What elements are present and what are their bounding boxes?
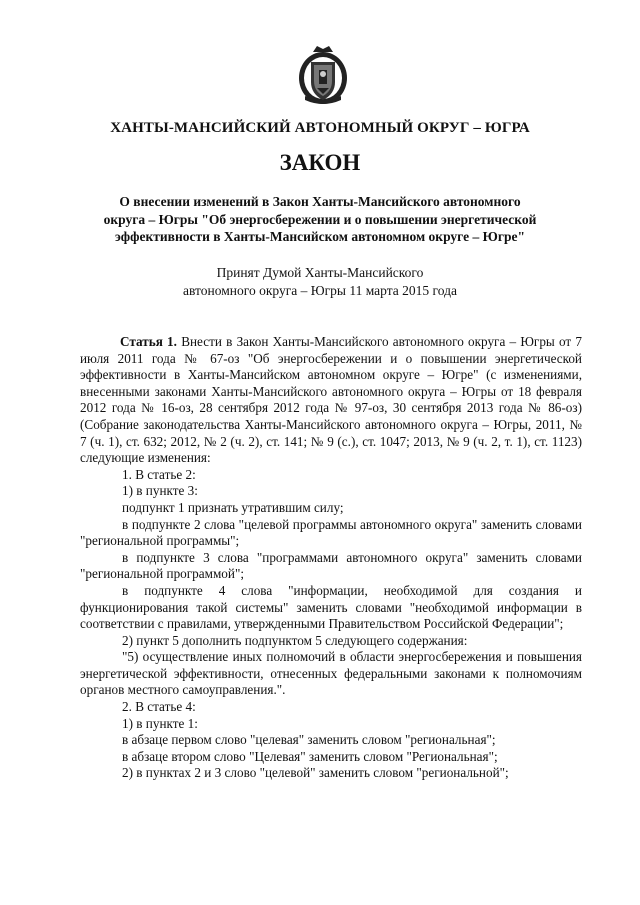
adoption-info <box>120 264 520 299</box>
amendment-item: 1) в пункте 1: <box>122 715 198 731</box>
adoption-line: Принят Думой Ханты-Мансийского <box>216 265 424 280</box>
article-text: Внести в Закон Ханты-Мансийского автономного округа – Югры от 7 июля 2011 года № 67-оз "Об энергосбережении и о повышении энергетической эффективности в Ханты-Мансийском автономном округе – Югре" (с изменениями, внесенными законами Ханты-Мансийского автономного округа – Югры от 18 февраля 2012 года № 16-оз, 28 сентября 2012 года № 97-оз, 30 сентября 2013 года № 86-оз) (Собрание законодательства Ханты-Мансийского автономного округа – Югры, 2011, № 7 (ч. 1), ст. 632; 2012, № 2 (ч. 2), ст. 141; № 9 (с.), ст. 1047; 2013, № 9 (ч. 2, т. 1), ст. 1123) следующие изменения: <box>80 334 583 466</box>
amendment-item: в абзаце первом слово "целевая" заменить словом "региональная"; <box>122 732 496 748</box>
amendment-item: подпункт 1 признать утратившим силу; <box>122 499 344 515</box>
amendment-item: 2. В статье 4: <box>122 699 196 715</box>
amendment-item: в абзаце втором слово "Целевая" заменить словом "Региональная"; <box>122 748 498 764</box>
adoption-line: автономного округа – Югры 11 марта 2015 года <box>183 282 457 298</box>
subject-line: О внесении изменений в Закон Ханты-Мансийского автономного <box>119 194 521 209</box>
amendment-item: 2) пункт 5 дополнить подпунктом 5 следующего содержания: <box>122 632 468 648</box>
law-subject <box>80 193 560 246</box>
subject-line: эффективности в Ханты-Мансийском автономном округе – Югре" <box>115 229 525 244</box>
coat-of-arms-icon <box>297 44 349 106</box>
amendment-item: "5) осуществление иных полномочий в области энергосбережения и повышения энергетической эффективности, отнесенных федеральными законами к полномочиям органов местного самоуправления.". <box>80 649 582 698</box>
document-type: ЗАКОН <box>279 150 361 175</box>
amendment-item: 2) в пунктах 2 и 3 слово "целевой" заменить словом "региональной"; <box>122 765 509 781</box>
article-paragraph <box>80 334 582 467</box>
amendment-item: в подпункте 3 слова "программами автономного округа" заменить словами "региональной программой"; <box>80 549 582 582</box>
subject-line: округа – Югры "Об энергосбережении и о повышении энергетической <box>103 211 537 227</box>
amendment-item: в подпункте 4 слова "информации, необходимой для создания и функционирования такой системы" заменить словами "необходимой информации в соответствии с правилами, утвержденными Правительством Российской Федерации"; <box>80 582 582 632</box>
region-title: ХАНТЫ-МАНСИЙСКИЙ АВТОНОМНЫЙ ОКРУГ – ЮГРА <box>110 120 530 136</box>
amendment-item: 1. В статье 2: <box>122 466 196 482</box>
amendment-item: 1) в пункте 3: <box>122 483 198 499</box>
amendment-item: в подпункте 2 слова "целевой программы автономного округа" заменить словами "региональной программы"; <box>80 516 582 549</box>
law-body <box>80 334 582 782</box>
article-label: Статья 1. <box>120 334 177 349</box>
